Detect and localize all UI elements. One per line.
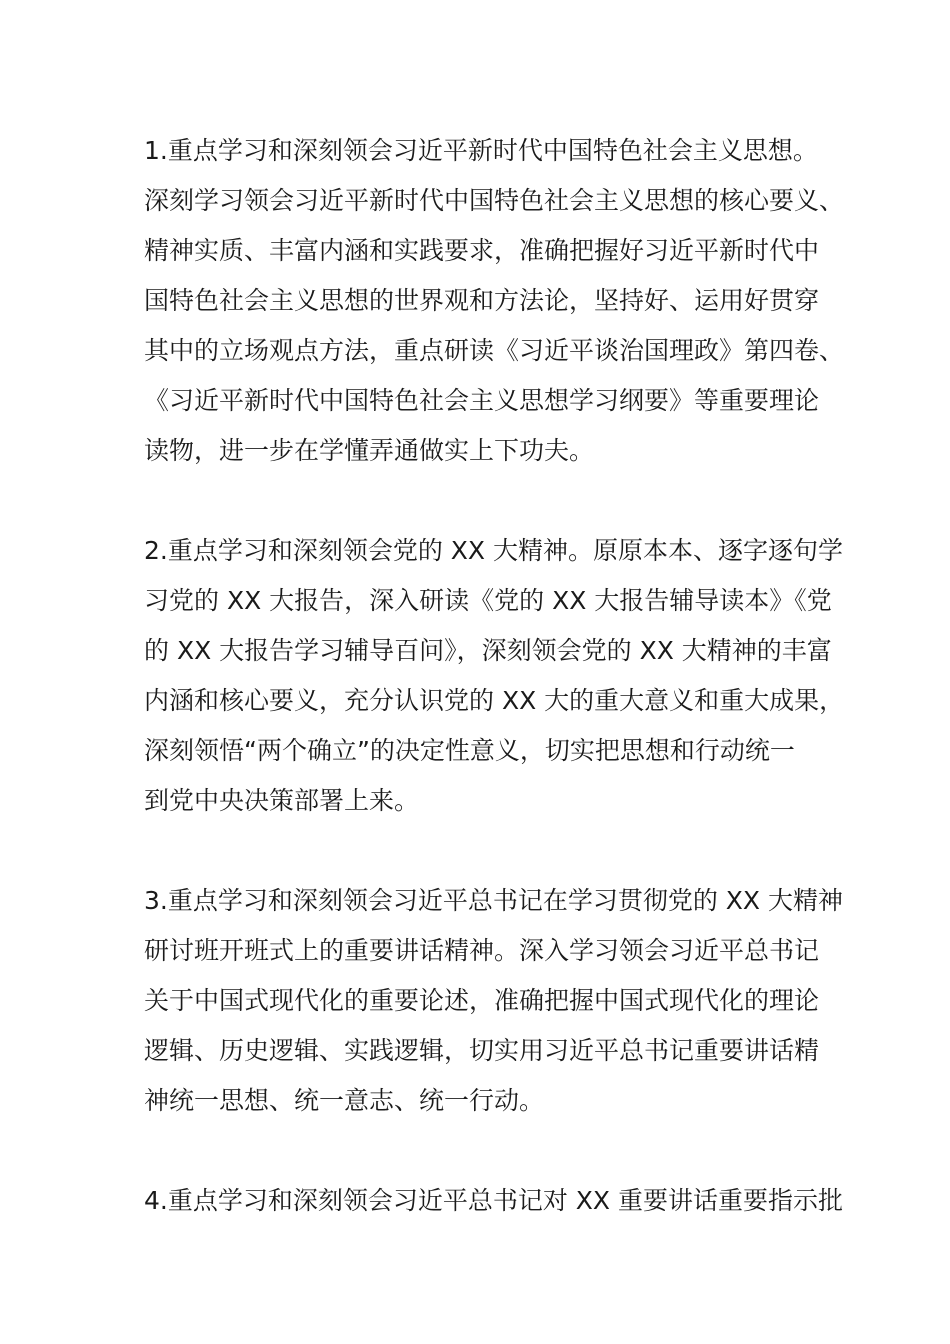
paragraph-line: 读物，进一步在学懂弄通做实上下功夫。 [144,436,595,465]
paragraph-line: 到党中央决策部署上来。 [144,786,420,815]
paragraph-line: 其中的立场观点方法，重点研读《习近平谈治国理政》第四卷、 [144,336,845,365]
paragraph-line: 习党的 XX 大报告，深入研读《党的 XX 大报告辅导读本》《党 [144,586,832,615]
paragraph-line: 精神实质、丰富内涵和实践要求，准确把握好习近平新时代中 [144,236,820,265]
paragraph-line: 《习近平新时代中国特色社会主义思想学习纲要》等重要理论 [144,386,820,415]
paragraph-spacer [144,826,816,876]
paragraph-spacer [144,1126,816,1176]
paragraph-line: 4.重点学习和深刻领会习近平总书记对 XX 重要讲话重要指示批 [144,1186,844,1215]
paragraph-line: 神统一思想、统一意志、统一行动。 [144,1086,545,1115]
paragraph-spacer [144,476,816,526]
paragraph-3 [144,876,844,1126]
paragraph-4 [144,1176,844,1226]
paragraph-line: 内涵和核心要义，充分认识党的 XX 大的重大意义和重大成果， [144,686,845,715]
paragraph-line: 1.重点学习和深刻领会习近平新时代中国特色社会主义思想。 [144,136,818,165]
paragraph-line: 深刻学习领会习近平新时代中国特色社会主义思想的核心要义、 [144,186,845,215]
paragraph-line: 逻辑、历史逻辑、实践逻辑，切实用习近平总书记重要讲话精 [144,1036,820,1065]
paragraph-line: 3.重点学习和深刻领会习近平总书记在学习贯彻党的 XX 大精神 [144,886,844,915]
paragraph-2 [144,526,845,826]
paragraph-1 [144,126,845,476]
paragraph-line: 深刻领悟“两个确立”的决定性意义，切实把思想和行动统一 [144,736,795,765]
paragraph-line: 2.重点学习和深刻领会党的 XX 大精神。原原本本、逐字逐句学 [144,536,844,565]
paragraph-line: 的 XX 大报告学习辅导百问》，深刻领会党的 XX 大精神的丰富 [144,636,832,665]
document-body [144,126,845,1226]
paragraph-line: 关于中国式现代化的重要论述，准确把握中国式现代化的理论 [144,986,820,1015]
paragraph-line: 国特色社会主义思想的世界观和方法论，坚持好、运用好贯穿 [144,286,820,315]
paragraph-line: 研讨班开班式上的重要讲话精神。深入学习领会习近平总书记 [144,936,820,965]
